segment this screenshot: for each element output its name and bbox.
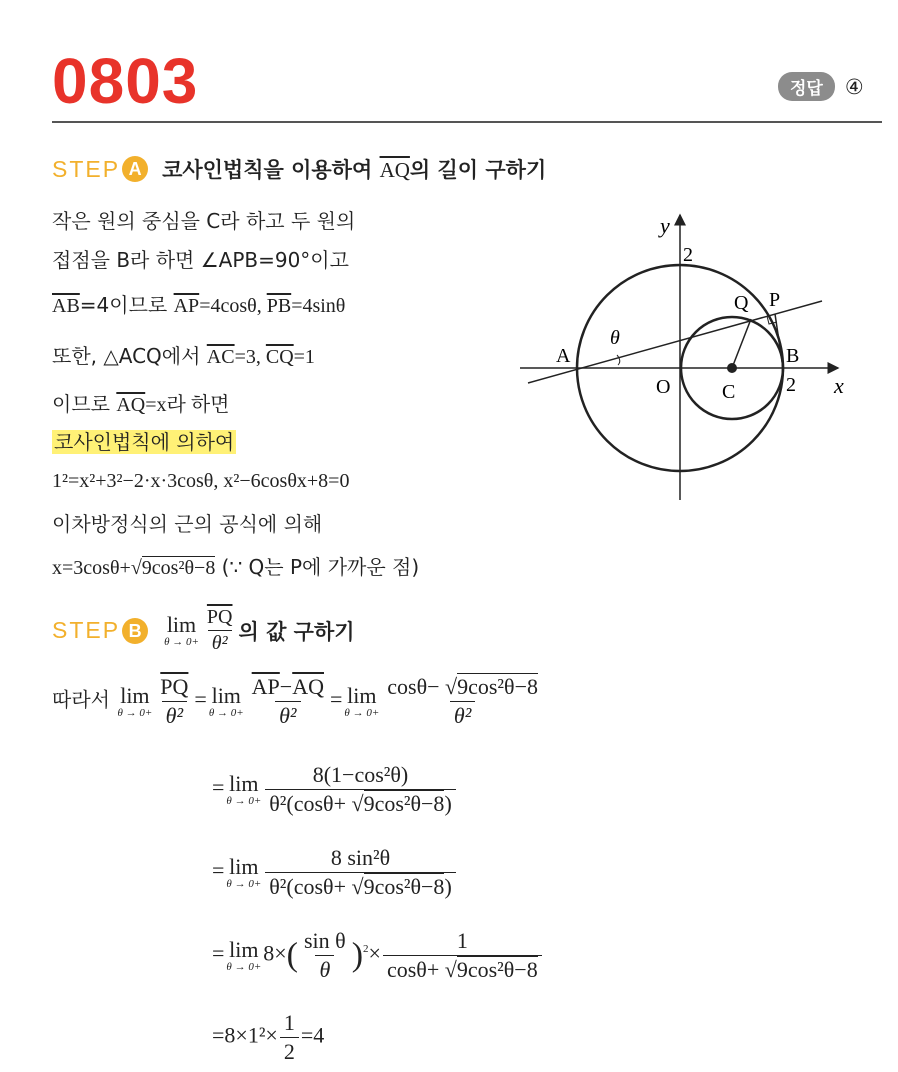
answer-label: 정답 <box>778 72 835 101</box>
derivation-row-2: = lim θ → 0+ $\frac{\text{8(1−cos²θ)}}{\text{θ²(cosθ+ √9cos²θ−8)}}$ <box>212 762 458 817</box>
step-a-line-6: 코사인법칙에 의하여 <box>54 430 235 454</box>
step-a-line-9: x=3cosθ+√9cos²θ−8 (∵ Q는 P에 가까운 점) <box>52 555 420 579</box>
label-b: B <box>786 345 800 367</box>
step-a-line-4: 또한, △ACQ에서 $\overline{AC}=3$, $\overline{CQ}=1$ <box>52 344 315 368</box>
derivation-row-5: =8×1²× $\frac{1}{2}$ =4 <box>212 1010 325 1064</box>
step-a-badge: A <box>122 156 148 182</box>
step-a-line-8: 이차방정식의 근의 공식에 의해 <box>52 512 323 536</box>
step-a-header <box>52 154 546 184</box>
line-cq <box>732 319 751 368</box>
center-c-dot <box>727 363 737 373</box>
problem-number: 0803 <box>52 45 199 117</box>
step-b-label: STEP <box>52 617 121 643</box>
answer-box <box>778 72 864 101</box>
answer-value: ④ <box>844 74 864 99</box>
step-a-label: STEP <box>52 155 121 182</box>
label-c: C <box>722 381 736 403</box>
label-p: P <box>769 289 781 311</box>
label-q: Q <box>734 292 749 314</box>
label-o: O <box>656 376 671 398</box>
derivation-row-3: = lim θ → 0+ $\frac{\text{8 sin²θ}}{\text{θ²(cosθ+ √9cos²θ−8)}}$ <box>212 845 458 900</box>
header-divider <box>52 121 882 123</box>
derivation-row-1: 따라서 lim θ → 0+ $\frac{\overline{PQ}}{\text{θ²}}$ = lim θ → 0+ $\frac{\overline{AP}-\overline{AQ}}{\text{θ²}}$ = lim θ → 0+ $\frac{\text{cosθ− √9cos²θ−8}}{\text{θ²}}$ <box>52 674 538 728</box>
label-two-right: 2 <box>786 374 796 396</box>
label-theta: θ <box>610 327 620 349</box>
diagram-svg <box>520 205 860 505</box>
step-b-badge: B <box>122 618 148 644</box>
line-ap <box>528 301 822 383</box>
label-two-top: 2 <box>683 244 693 266</box>
step-b-title: lim θ → 0+ $\frac{\overline{PQ}}{\text{θ²}}$ 의 값 구하기 <box>164 606 355 654</box>
step-a-line-1: 작은 원의 중심을 C라 하고 두 원의 <box>52 209 356 233</box>
label-x: x <box>834 373 844 398</box>
label-a: A <box>556 345 571 367</box>
step-a-title: 코사인법칙을 이용하여 $\overline{AQ}$의 길이 구하기 <box>162 158 547 182</box>
label-y: y <box>660 213 670 238</box>
angle-arc <box>617 355 620 365</box>
step-a-line-5: 이므로 $\overline{AQ}=x$라 하면 <box>52 392 230 416</box>
step-a-line-2: 접점을 B라 하면 ∠APB=90°이고 <box>52 248 349 272</box>
step-a-line-3: $\overline{AB}=4$이므로 $\overline{AP}=4\cos\theta$, $\overline{PB}=4\sin\theta$ <box>52 293 346 317</box>
step-a-line-7: 1²=x²+3²−2·x·3cosθ, x²−6cosθx+8=0 <box>52 470 350 492</box>
circle-diagram <box>520 205 860 509</box>
derivation-row-4: = lim θ → 0+ 8×( $\frac{\text{sin θ}}{\theta}$ )$^2$× $\frac{1}{\text{cosθ+ √9cos²θ−8}}$ <box>212 928 544 983</box>
step-b-header <box>52 606 355 655</box>
